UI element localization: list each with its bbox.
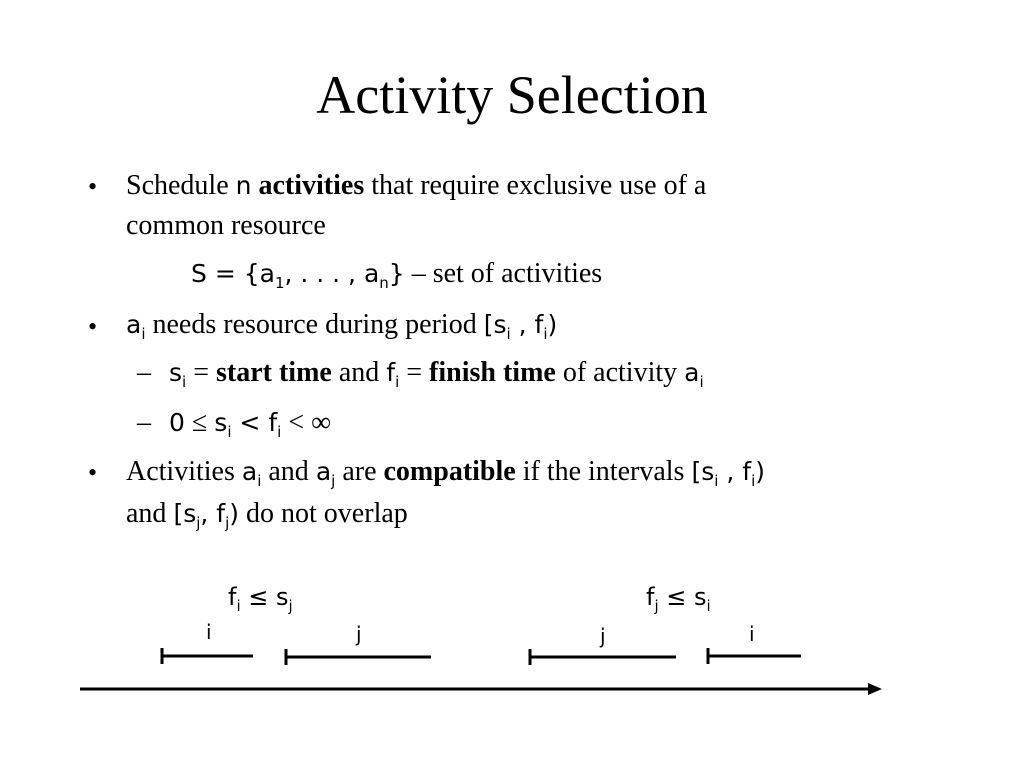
interval-label: j xyxy=(356,622,362,646)
set-description: – set of activities xyxy=(404,258,603,289)
bullet-marker: • xyxy=(88,458,98,487)
activities-bold: activities xyxy=(251,170,365,201)
sub-bullet-1: $s_i$ = start time and $f_i$ = finish time of activity $a_i$ xyxy=(169,357,704,391)
sub-bullet-marker: – xyxy=(137,407,151,438)
left-condition-label: $f_i \le s_j$ xyxy=(228,583,293,615)
interval-i-left xyxy=(162,648,253,664)
var-ai: $a_i$ xyxy=(126,310,146,343)
bullet-3-line-1: Activities $a_i$ and $a_j$ are compatible if the intervals [$s_i$ , $f_i$) xyxy=(126,456,765,490)
slide-title: Activity Selection xyxy=(316,65,708,125)
right-condition-label: $f_j \le s_i$ xyxy=(646,583,711,615)
sub-bullet-2: $0 \le s_i < f_i$ < ∞ xyxy=(169,407,332,441)
set-expression: $S = \{a_1$, . . . , $a_n$} xyxy=(191,259,405,292)
interval-label: i xyxy=(206,620,212,644)
interval-i-right xyxy=(708,648,801,664)
bullet-marker: • xyxy=(88,172,98,201)
sub-bullet-marker: – xyxy=(137,357,151,388)
period-interval: [$s_i$ , $f_i$) xyxy=(483,310,558,343)
bullet-marker: • xyxy=(88,312,98,341)
start-time-bold: start time xyxy=(216,357,332,388)
time-axis-arrow xyxy=(80,683,882,695)
bullet-3-line-2: and [$s_j$, $f_j$) do not overlap xyxy=(126,498,408,532)
interval-j-right xyxy=(530,649,676,665)
interval-j-left xyxy=(286,649,431,665)
bullet-1-line-2: common resource xyxy=(126,210,326,241)
bullet-1-text: Schedule xyxy=(126,170,236,201)
interval-label: i xyxy=(749,622,755,646)
finish-time-bold: finish time xyxy=(429,357,556,388)
bullet-2-text: needs resource during period xyxy=(145,309,484,340)
bullet-1-text-2: that require exclusive use of a xyxy=(364,170,707,201)
compatible-bold: compatible xyxy=(383,456,516,487)
var-n: n xyxy=(235,171,252,200)
interval-label: j xyxy=(600,624,606,648)
